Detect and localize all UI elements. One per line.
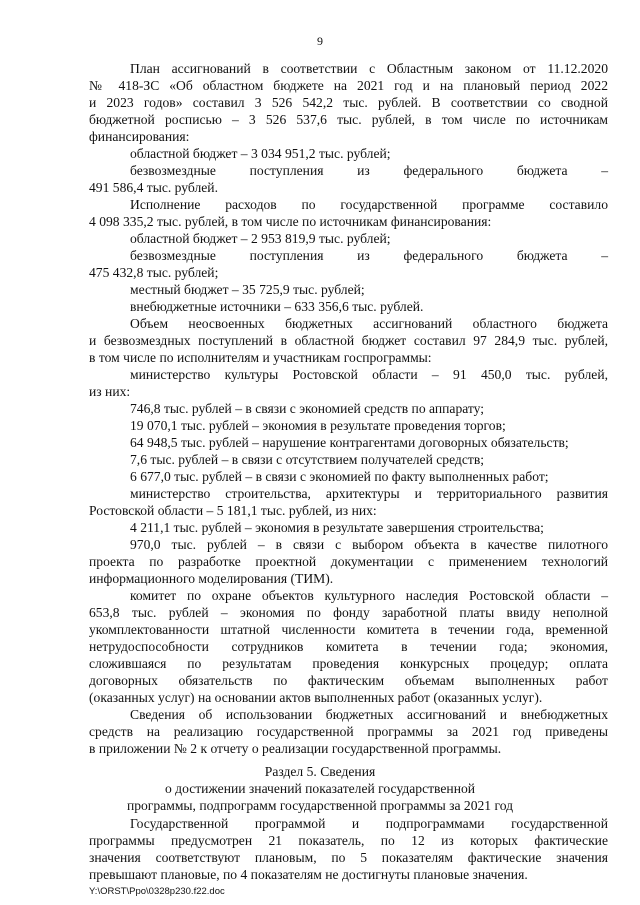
text-line: нетрудоспособности сотрудников комитета в течении года; экономия,: [89, 639, 608, 654]
text-line: внебюджетные источники – 633 356,6 тыс. рублей.: [130, 299, 424, 314]
text-line: Сведения об использовании бюджетных ассигнований и внебюджетных: [130, 707, 608, 722]
heading-line: программы, подпрограмм государственной программы за 2021 год: [126, 798, 514, 813]
text-line: 491 586,4 тыс. рублей.: [89, 180, 218, 195]
page-number: 9: [317, 34, 323, 48]
text-line: План ассигнований в соответствии с Областным законом от 11.12.2020: [130, 61, 608, 76]
text-line: 7,6 тыс. рублей – в связи с отсутствием получателей средств;: [130, 452, 485, 467]
text-line: 746,8 тыс. рублей – в связи с экономией средств по аппарату;: [130, 401, 485, 416]
text-line: 4 098 335,2 тыс. рублей, в том числе по источникам финансирования:: [89, 214, 492, 229]
text-line: 970,0 тыс. рублей – в связи с выбором объекта в качестве пилотного: [130, 537, 608, 552]
text-line: Объем неосвоенных бюджетных ассигнований областного бюджета: [130, 316, 608, 331]
footer-file-path: Y:\ORST\Ppo\0328p230.f22.doc: [89, 886, 225, 897]
text-line: значения соответствуют плановым, по 5 показателям фактические значения: [89, 850, 608, 865]
text-line: областной бюджет – 3 034 951,2 тыс. рублей;: [130, 146, 391, 161]
text-line: безвозмездные поступления из федерального бюджета –: [130, 248, 608, 263]
text-line: и 2023 годов» составил 3 526 542,2 тыс. рублей. В соответствии со сводной: [89, 95, 608, 110]
text-line: средств на реализацию государственной программы за 2021 год приведены: [89, 724, 608, 739]
text-line: комитет по охране объектов культурного наследия Ростовской области –: [130, 588, 608, 603]
text-line: бюджетной росписью – 3 526 537,6 тыс. рублей, в том числе по источникам: [89, 112, 608, 127]
heading-line: Раздел 5. Сведения: [264, 764, 376, 779]
text-line: договорных обязательств по фактическим объемам выполненных работ: [89, 673, 608, 688]
text-line: Ростовской области – 5 181,1 тыс. рублей, из них:: [89, 503, 377, 518]
text-line: министерство строительства, архитектуры и территориального развития: [130, 486, 608, 501]
text-line: 64 948,5 тыс. рублей – нарушение контрагентами договорных обязательств;: [130, 435, 569, 450]
heading-line: о достижении значений показателей государственной: [164, 781, 476, 796]
text-line: из них:: [89, 384, 131, 399]
text-line: 6 677,0 тыс. рублей – в связи с экономией по факту выполненных работ;: [130, 469, 549, 484]
text-line: местный бюджет – 35 725,9 тыс. рублей;: [130, 282, 365, 297]
text-line: укомплектованности штатной численности комитета в течении года, временной: [89, 622, 608, 637]
text-line: 4 211,1 тыс. рублей – экономия в результате завершения строительства;: [130, 520, 544, 535]
text-line: информационного моделирования (ТИМ).: [89, 571, 334, 586]
text-line: превышают плановые, по 4 показателям не достигнуты плановые значения.: [89, 867, 528, 882]
text-line: областной бюджет – 2 953 819,9 тыс. рублей;: [130, 231, 391, 246]
text-line: безвозмездные поступления из федерального бюджета –: [130, 163, 608, 178]
text-line: в том числе по исполнителям и участникам госпрограммы:: [89, 350, 432, 365]
text-line: Государственной программой и подпрограммами государственной: [130, 816, 608, 831]
text-line: в приложении № 2 к отчету о реализации государственной программы.: [89, 741, 502, 756]
text-line: программы предусмотрен 21 показатель, по 12 из которых фактические: [89, 833, 608, 848]
text-line: Исполнение расходов по государственной программе составило: [130, 197, 608, 212]
text-line: и безвозмездных поступлений в областной бюджет составил 97 284,9 тыс. рублей,: [89, 333, 608, 348]
text-line: проекта по разработке проектной документации с применением технологий: [89, 554, 608, 569]
text-line: (оказанных услуг) на основании актов выполненных работ (оказанных услуг).: [89, 690, 543, 705]
text-line: финансирования:: [89, 129, 190, 144]
text-line: № 418-ЗС «Об областном бюджете на 2021 год и на плановый период 2022: [89, 78, 608, 93]
text-line: 475 432,8 тыс. рублей;: [89, 265, 219, 280]
text-line: сложившаяся по результатам проведения конкурсных процедур; оплата: [89, 656, 608, 671]
text-line: 653,8 тыс. рублей – экономия по фонду заработной платы ввиду неполной: [89, 605, 608, 620]
text-line: 19 070,1 тыс. рублей – экономия в результате проведения торгов;: [130, 418, 506, 433]
text-line: министерство культуры Ростовской области – 91 450,0 тыс. рублей,: [130, 367, 608, 382]
